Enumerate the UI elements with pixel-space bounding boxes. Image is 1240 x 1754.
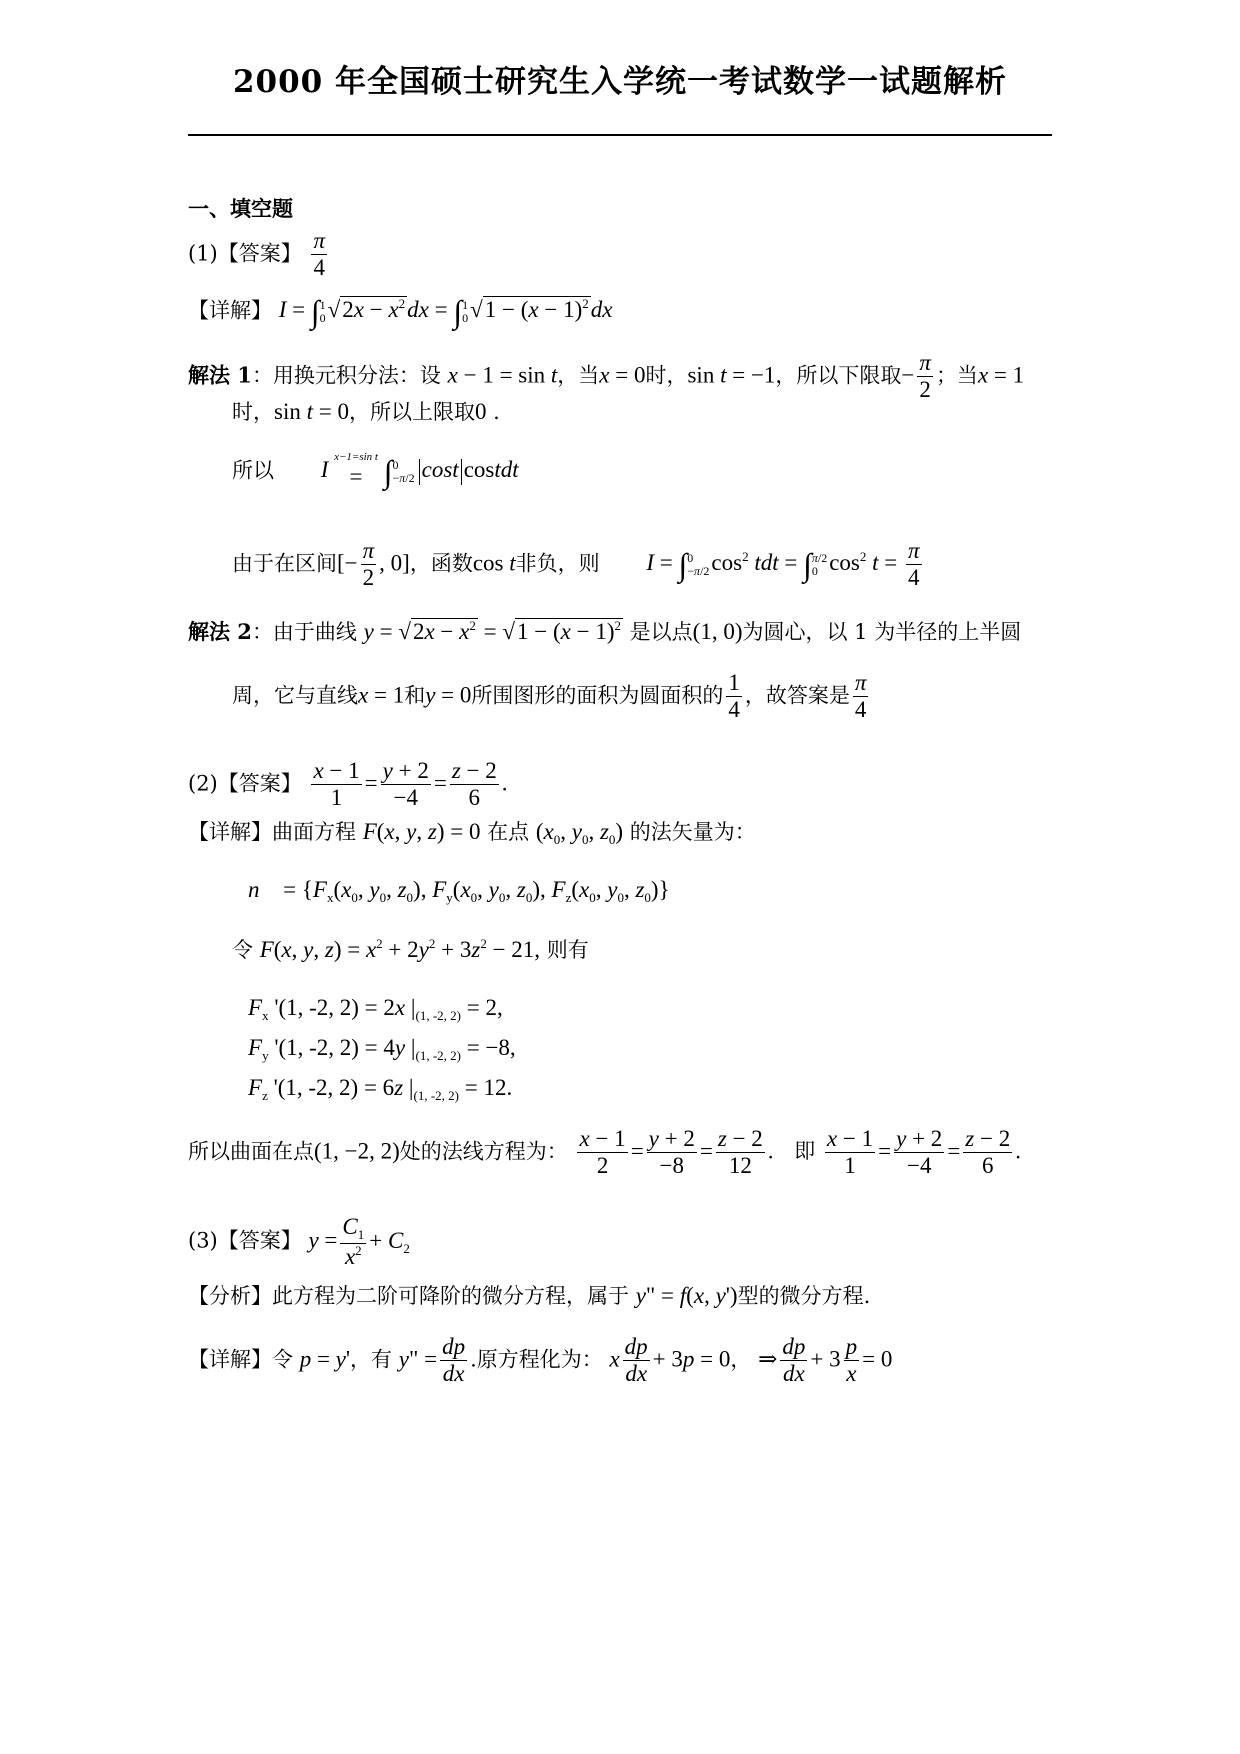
q3-detail-text: ， — [730, 1347, 752, 1372]
let-label: 令 — [232, 938, 253, 962]
q2-answer: (2)【答案】 $\frac{x - 1}{1}$ = $\frac{y + 2}{-4}$ = $\frac{z - 2}{6}$ . — [188, 758, 508, 811]
q3-analysis-text: 型的微分方程. — [737, 1284, 871, 1308]
detail-label: 【详解】 — [188, 1347, 272, 1372]
q1-method1-line1: 解法 1：用换元积分法：设 x − 1 = sin t，当x = 0时，sin t = −1，所以下限取− $\frac{\pi}{2}$ ；当x = 1 — [188, 350, 1025, 403]
method2-text: 周，它与直线 — [232, 683, 358, 708]
q2-conclusion-text: 即 — [794, 1139, 816, 1164]
analysis-label: 【分析】 — [188, 1284, 272, 1308]
q3-detail-text: .原方程化为： — [470, 1347, 603, 1372]
method2-text: 所围图形的面积为圆面积的 — [471, 683, 724, 708]
method1-text: ，当 — [557, 363, 600, 388]
method1-text: ，所以下限取 — [775, 363, 902, 388]
q3-detail-text: 令 — [272, 1347, 293, 1372]
q1-answer-label: (1)【答案】 — [188, 241, 302, 266]
q1-substitution-formula: I x−1=sin t = ∫ 0 −π/2 cost costdt — [320, 451, 519, 490]
q3-detail: 【详解】令 p = y'，有 y" = $\frac{dp}{dx}$ .原方程化为： x $\frac{dp}{dx}$ + 3p = 0， ⇒ $\frac{dp}{dx}$ + 3 $\frac{p}{x}$ = 0 — [188, 1334, 893, 1387]
q1-method1-line4: 由于在区间[− $\frac{\pi}{2}$ , 0]，函数cos t非负，则 I = ∫ 0 −π/2 $\cos^2$ tdt = ∫ π/2 0 $\cos^2 t$ = $\frac{\pi}{4}$ — [232, 538, 920, 591]
q2-let-line: 令 F(x, y, $z) = x^2 + 2y^2 + 3z^2 - 21$, 则有 — [232, 936, 589, 962]
q3-analysis-text: 此方程为二阶可降阶的微分方程，属于 — [272, 1284, 629, 1308]
q3-analysis: 【分析】此方程为二阶可降阶的微分方程，属于 y" = f(x, y')型的微分方程. — [188, 1283, 871, 1308]
partial-fx: $F_x$ '(1, -2, 2) = 2x $|_{(1, -2, 2)} = 2$, — [248, 995, 503, 1023]
q1-method1-line2: 时，sin t = 0，所以上限取0 . — [232, 399, 500, 424]
normal-vector-formula: n⃗ = {$F_x(x_0$, $y_0$, $z_0$), $F_y(x_0$, $y_0$, $z_0$), $F_z(x_0$, $y_0$, $z_0$)} — [248, 877, 670, 905]
method2-label: 解法 2 — [188, 619, 252, 644]
q1-method2-line1: 解法 2：由于曲线 $y = √2x - x^2 = √1 - (x - 1)^2$ 是以点(1, 0)为圆心，以 1 为半径的上半圆 — [188, 618, 1022, 644]
q1-answer — [188, 228, 330, 282]
q2-detail: 【详解】曲面方程 F(x, y, z) = 0 在点 ($x_0$, $y_0$, $z_0$) 的法矢量为： — [188, 819, 756, 847]
q2-detail-text: 在点 — [487, 820, 530, 844]
so-label: 所以 — [232, 458, 274, 483]
q1-detail — [188, 292, 612, 332]
q1-method1-line3 — [232, 452, 519, 492]
partial-fz: $F_z$ '(1, -2, 2) = 6z $|_{(1, -2, 2)} = 12$. — [248, 1075, 513, 1103]
method1-label: 解法 1 — [188, 362, 252, 388]
detail-label: 【详解】 — [188, 820, 272, 844]
method1-text: ，所以上限取 — [348, 400, 475, 424]
section-heading: 一、填空题 — [188, 196, 293, 221]
q1-answer-formula: $\frac{\pi}{4}$ — [313, 228, 325, 281]
q2-conclusion-text: 所以曲面在点 — [188, 1139, 314, 1164]
page-title: 2000 年全国硕士研究生入学统一考试数学一试题解析 — [232, 64, 1008, 100]
detail-label: 【详解】 — [188, 298, 272, 323]
q2-detail-text: 的法矢量为： — [629, 820, 756, 844]
q2-conclusion: 所以曲面在点(1, −2, 2)处的法线方程为： $\frac{x - 1}{2}$ = $\frac{y + 2}{-8}$ = $\frac{z - 2}{12}$ . 即 $\frac{x - 1}{1}$ = $\frac{y + 2}{-4}$ = $\frac{z - 2}{6}$ . — [188, 1126, 1021, 1179]
q1-method2-line2: 周，它与直线x = 1和y = 0所围图形的面积为圆面积的 $\frac{1}{4}$ ，故答案是 $\frac{\pi}{4}$ — [232, 670, 867, 723]
q2-conclusion-text: 处的法线方程为： — [399, 1139, 568, 1164]
method1-text: 时， — [232, 400, 274, 424]
method1-text: 时， — [645, 363, 688, 388]
method1-text: ；当 — [935, 363, 978, 388]
q3-answer: (3)【答案】 y = $\frac{C_1}{x^2}$ + $C_2$ — [188, 1214, 410, 1269]
method2-text: 为圆心，以 1 为半径的上半圆 — [742, 620, 1022, 644]
partial-fy: $F_y$ '(1, -2, 2) = 4y $|_{(1, -2, 2)} = -8$, — [248, 1035, 516, 1063]
q3-detail-text: ，有 — [350, 1347, 393, 1372]
interval-text: 非负，则 — [515, 551, 600, 576]
q1-result-formula: I = ∫ 0 −π/2 $\cos^2$ tdt = ∫ π/2 0 $\cos^2 t$ = — [646, 547, 904, 584]
q3-answer-label: (3)【答案】 — [188, 1228, 302, 1253]
method1-text: ：用换元积分法：设 — [251, 363, 441, 388]
interval-text: 由于在区间 — [232, 551, 337, 576]
then-label: 则有 — [546, 938, 589, 962]
method2-text: 是以点 — [629, 620, 693, 644]
q2-answer-label: (2)【答案】 — [188, 771, 302, 796]
method2-text: ：由于曲线 — [251, 620, 357, 644]
method2-text: ，故答案是 — [744, 683, 850, 708]
title-divider — [188, 134, 1052, 136]
q2-detail-text: 曲面方程 — [272, 820, 356, 844]
q1-integral-formula: I = ∫ 1 0 $√2x - x^2dx$ = ∫ 1 0 $√1 - (x - 1)^2dx$ — [278, 294, 613, 330]
method2-text: 和 — [404, 683, 426, 708]
interval-text: ，函数 — [409, 551, 473, 576]
